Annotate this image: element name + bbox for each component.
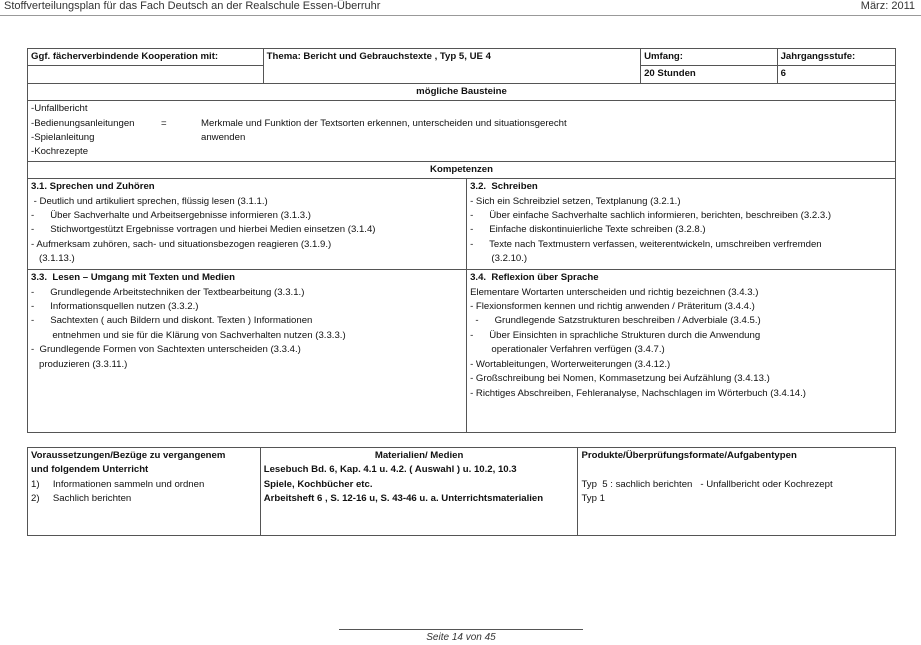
thema-cell: Thema: Bericht und Gebrauchstexte , Typ 5, UE 4 [263, 49, 640, 84]
section-line: - Sachtexten ( auch Bildern und diskont. Texten ) Informationen [31, 315, 313, 327]
produkte-title: Produkte/Überprüfungsformate/Aufgabentypen [581, 450, 797, 461]
section-line: - Grundlegende Arbeitstechniken der Textbearbeitung (3.3.1.) [31, 286, 305, 298]
section-line: operationaler Verfahren verfügen (3.4.7.) [470, 344, 665, 356]
section-line: - Über Sachverhalte und Arbeitsergebnisse informieren (3.1.3.) [31, 210, 311, 222]
section-3-2 [467, 179, 896, 270]
kooperation-value [28, 66, 264, 83]
section-title: 3.4. Reflexion über Sprache [470, 272, 599, 284]
materialien-line: Lesebuch Bd. 6, Kap. 4.1 u. 4.2. ( Auswahl ) u. 10.2, 10.3 [263, 464, 517, 476]
footer-divider [339, 629, 583, 630]
section-line: - Stichwortgestützt Ergebnisse vortragen und hierbei Medien einsetzen (3.1.4) [31, 224, 376, 236]
produkte-line: Typ 5 : sachlich berichten - Unfallbericht oder Kochrezept [581, 478, 833, 490]
document-header-date: März: 2011 [860, 0, 915, 12]
umfang-label: Umfang: [641, 49, 778, 66]
section-line: - Über Einsichten in sprachliche Strukturen durch die Anwendung [470, 329, 761, 341]
plan-table [27, 48, 896, 433]
section-line: - Aufmerksam zuhören, sach- und situationsbezogen reagieren (3.1.9.) [31, 238, 332, 250]
bottom-table [27, 447, 896, 536]
section-line: - Grundlegende Formen von Sachtexten unterscheiden (3.3.4.) [31, 344, 301, 356]
section-title: 3.1. Sprechen und Zuhören [31, 181, 155, 193]
bausteine-description-1: Merkmale und Funktion der Textsorten erkennen, unterscheiden und situationsgerecht [201, 117, 567, 129]
page-number: Seite 14 von 45 [426, 632, 496, 643]
bausteine-title: mögliche Bausteine [28, 83, 896, 100]
document-header-title: Stoffverteilungsplan für das Fach Deutsch an der Realschule Essen-Überruhr [4, 0, 381, 12]
section-line: - Über einfache Sachverhalte sachlich informieren, berichten, beschreiben (3.2.3.) [470, 210, 832, 222]
section-title: 3.2. Schreiben [470, 181, 538, 193]
section-line: - Richtiges Abschreiben, Fehleranalyse, Nachschlagen im Wörterbuch (3.4.14.) [470, 387, 807, 399]
umfang-value: 20 Stunden [641, 66, 778, 83]
produkte-line: Typ 1 [581, 493, 605, 505]
voraussetzungen-title: Voraussetzungen/Bezüge zu vergangenem [31, 450, 226, 461]
baustein-item: -Spielanleitung [31, 132, 95, 144]
bausteine-content [28, 101, 896, 162]
jahrgang-label: Jahrgangsstufe: [777, 49, 895, 66]
section-line: - Großschreibung bei Nomen, Kommasetzung bei Aufzählung (3.4.13.) [470, 373, 770, 385]
bausteine-equals: = [161, 117, 167, 129]
kooperation-label: Ggf. fächerverbindende Kooperation mit: [28, 49, 264, 66]
header-divider [0, 15, 921, 16]
section-line: Elementare Wortarten unterscheiden und richtig bezeichnen (3.4.3.) [470, 286, 759, 298]
voraussetzung-item: 2) Sachlich berichten [31, 493, 132, 505]
section-title: 3.3. Lesen – Umgang mit Texten und Medien [31, 272, 235, 284]
voraussetzung-item: 1) Informationen sammeln und ordnen [31, 478, 205, 490]
baustein-item: -Bedienungsanleitungen [31, 117, 135, 129]
materialien-line: Arbeitsheft 6 , S. 12-16 u, S. 43-46 u. a. Unterrichtsmaterialien [263, 493, 544, 505]
section-line: (3.2.10.) [470, 253, 528, 265]
section-3-4 [467, 270, 896, 433]
jahrgang-value: 6 [777, 66, 895, 83]
produkte-cell [578, 448, 896, 536]
section-line: - Texte nach Textmustern verfassen, weiterentwickeln, umschreiben verfremden [470, 238, 822, 250]
section-line: - Wortableitungen, Worterweiterungen (3.4.12.) [470, 358, 671, 370]
kompetenzen-title: Kompetenzen [28, 161, 896, 178]
section-line: produzieren (3.3.11.) [31, 358, 128, 370]
baustein-item: -Unfallbericht [31, 103, 88, 115]
section-line: - Informationsquellen nutzen (3.3.2.) [31, 301, 199, 313]
bausteine-description-2: anwenden [201, 132, 246, 144]
section-line: (3.1.13.) [31, 253, 75, 265]
voraussetzungen-title-2: und folgendem Unterricht [31, 464, 149, 476]
section-line: - Einfache diskontinuierliche Texte schreiben (3.2.8.) [470, 224, 706, 236]
section-line: - Deutlich und artikuliert sprechen, flüssig lesen (3.1.1.) [31, 195, 268, 207]
materialien-cell [260, 448, 578, 536]
voraussetzungen-cell [28, 448, 261, 536]
baustein-item: -Kochrezepte [31, 146, 89, 158]
section-3-3 [28, 270, 467, 433]
section-line: - Grundlegende Satzstrukturen beschreiben / Adverbiale (3.4.5.) [470, 315, 761, 327]
section-3-1 [28, 179, 467, 270]
materialien-line: Spiele, Kochbücher etc. [263, 478, 373, 490]
section-line: - Flexionsformen kennen und richtig anwenden / Präteritum (3.4.4.) [470, 301, 755, 313]
section-line: entnehmen und sie für die Klärung von Sachverhalten nutzen (3.3.3.) [31, 329, 346, 341]
section-line: - Sich ein Schreibziel setzen, Textplanung (3.2.1.) [470, 195, 681, 207]
materialien-title: Materialien/ Medien [374, 450, 464, 461]
